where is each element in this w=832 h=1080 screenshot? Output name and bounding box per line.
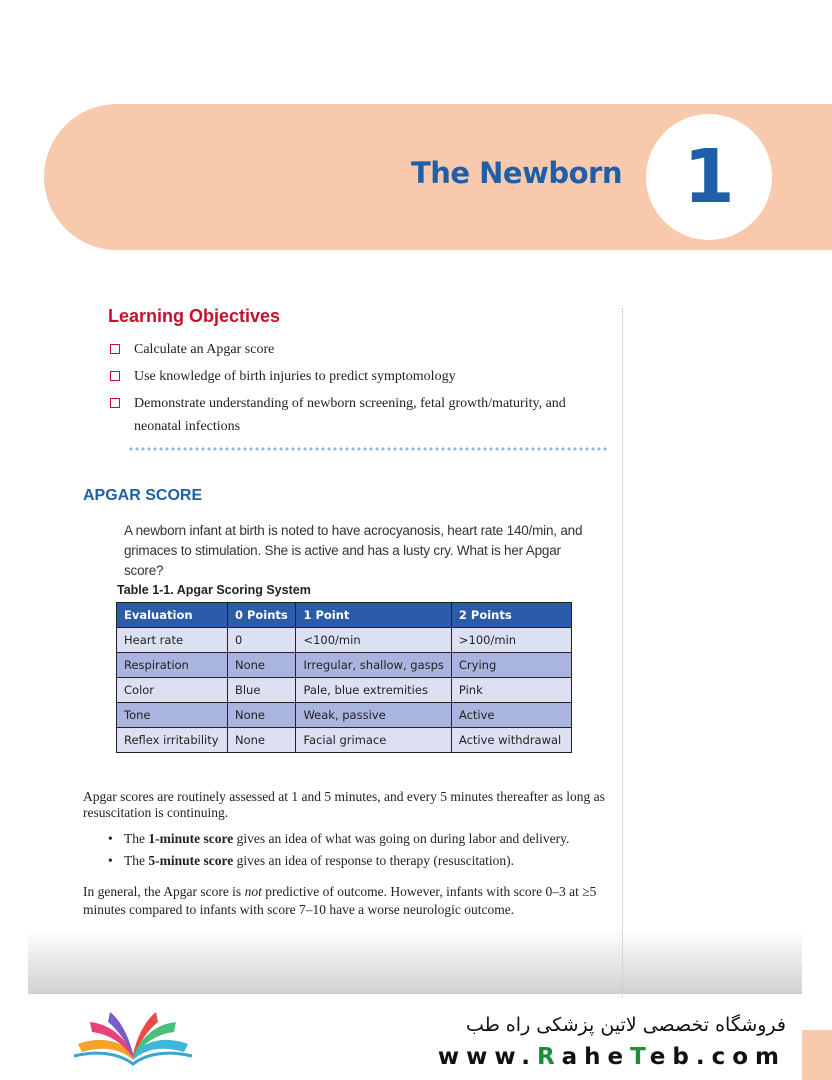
table-row	[117, 728, 572, 753]
chapter-number-circle	[646, 114, 772, 240]
checkbox-square-icon	[110, 371, 120, 381]
dotted-separator	[128, 446, 608, 452]
table-cell: Active	[451, 703, 571, 728]
table-cell: Color	[117, 678, 228, 703]
footer-url: www.RaheTeb.com	[437, 1044, 786, 1070]
learning-objectives-list	[108, 338, 608, 442]
column-header: 1 Point	[296, 603, 451, 628]
column-header: 2 Points	[451, 603, 571, 628]
learning-objectives-heading: Learning Objectives	[108, 306, 281, 326]
list-item: • The 5-minute score gives an idea of response to therapy (resuscitation).	[108, 850, 618, 872]
table-cell: Heart rate	[117, 628, 228, 653]
chapter-title: The Newborn	[410, 156, 622, 190]
table-cell: Pink	[451, 678, 571, 703]
column-header: Evaluation	[117, 603, 228, 628]
table-cell: None	[227, 728, 296, 753]
table-row	[117, 703, 572, 728]
checkbox-square-icon	[110, 398, 120, 408]
apgar-timing-paragraph: Apgar scores are routinely assessed at 1 and 5 minutes, and every 5 minutes thereafter as long as resuscitation is continuing.	[83, 789, 605, 820]
outcome-paragraph: In general, the Apgar score is not predictive of outcome. However, infants with score 0–3 at ≥5 minutes compared to infants with score 7–10 have a worse neurologic outcome.	[83, 884, 597, 917]
checkbox-square-icon	[110, 344, 120, 354]
table-caption: Table 1-1. Apgar Scoring System	[117, 583, 311, 597]
table-cell: 0	[227, 628, 296, 653]
table-cell: Crying	[451, 653, 571, 678]
page-shadow	[28, 930, 802, 994]
corner-tab	[802, 1030, 832, 1080]
book-logo-icon	[70, 1010, 196, 1072]
table-row	[117, 678, 572, 703]
table-row	[117, 628, 572, 653]
table-cell: None	[227, 703, 296, 728]
table-cell: Tone	[117, 703, 228, 728]
table-cell: Pale, blue extremities	[296, 678, 451, 703]
table-cell: Blue	[227, 678, 296, 703]
list-item: • The 1-minute score gives an idea of what was going on during labor and delivery.	[108, 828, 618, 850]
list-item: Use knowledge of birth injuries to predict symptomology	[108, 365, 608, 388]
table-row	[117, 653, 572, 678]
case-question: A newborn infant at birth is noted to have acrocyanosis, heart rate 140/min, and grimaces to stimulation. She is active and has a lusty cry. What is her Apgar score?	[124, 523, 583, 578]
list-item: Calculate an Apgar score	[108, 338, 608, 361]
table-cell: >100/min	[451, 628, 571, 653]
chapter-banner	[44, 104, 832, 250]
footer-store-name: فروشگاه تخصصی لاتین پزشکی راه طب	[466, 1014, 786, 1036]
list-item: Demonstrate understanding of newborn screening, fetal growth/maturity, and neonatal infections	[108, 392, 608, 438]
margin-divider	[622, 308, 623, 998]
table-cell: Respiration	[117, 653, 228, 678]
chapter-number: 1	[683, 134, 735, 220]
table-cell: Active withdrawal	[451, 728, 571, 753]
table-cell: None	[227, 653, 296, 678]
table-cell: Irregular, shallow, gasps	[296, 653, 451, 678]
section-heading: APGAR SCORE	[83, 487, 203, 504]
table-cell: Facial grimace	[296, 728, 451, 753]
table-cell: Reflex irritability	[117, 728, 228, 753]
score-bullet-list	[108, 828, 618, 872]
table-header-row	[117, 603, 572, 628]
table-cell: Weak, passive	[296, 703, 451, 728]
apgar-table	[116, 602, 572, 753]
table-cell: <100/min	[296, 628, 451, 653]
column-header: 0 Points	[227, 603, 296, 628]
